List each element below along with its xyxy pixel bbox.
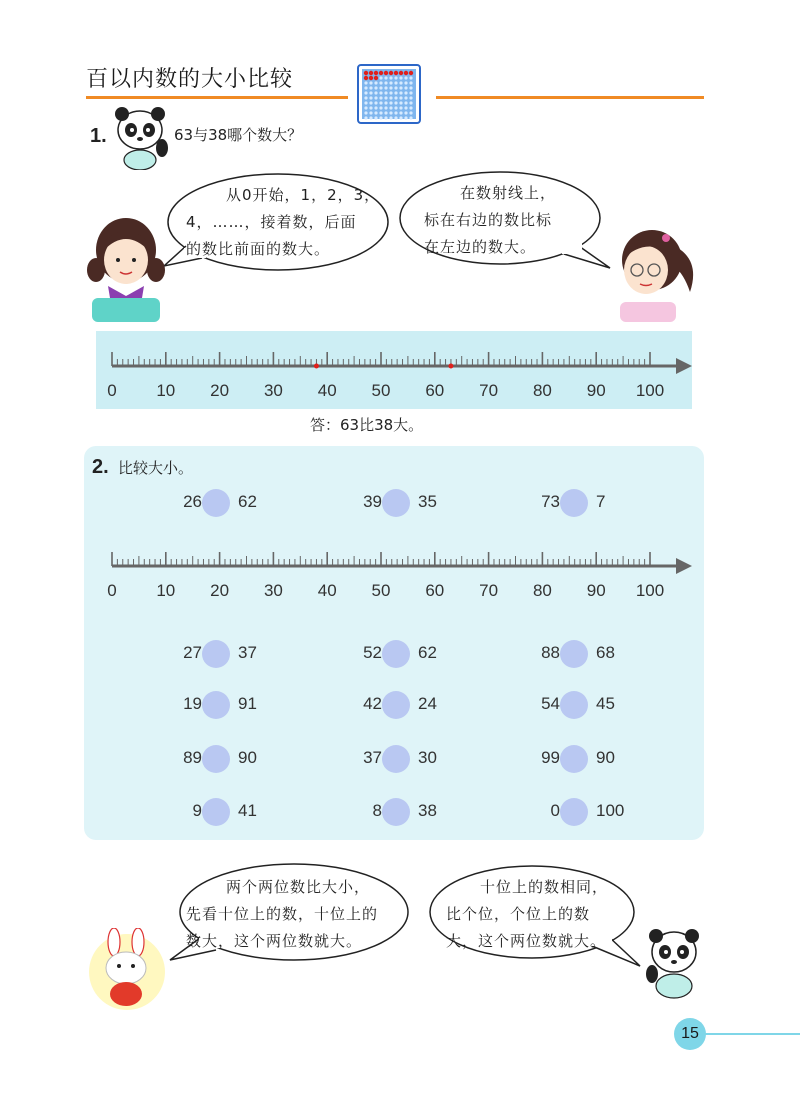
number-line-label: 100: [635, 581, 665, 600]
panda-icon: [108, 104, 172, 170]
tip-left-line-3: 数大，这个两位数就大。: [186, 932, 363, 950]
question-1-text: 63与38哪个数大？: [174, 126, 303, 144]
left-number: 9: [192, 801, 202, 820]
right-number: 45: [596, 694, 615, 713]
panda-bottom-icon: [640, 924, 704, 1000]
right-number: 37: [238, 643, 257, 662]
left-number: 52: [363, 643, 382, 662]
number-line-label: 60: [425, 581, 445, 600]
number-line-arrow: [676, 558, 692, 574]
number-line-label: 30: [263, 381, 283, 400]
answer-circle[interactable]: [202, 691, 230, 719]
right-number: 30: [418, 748, 437, 767]
comparison-item: [160, 745, 310, 775]
answer-circle[interactable]: [382, 489, 410, 517]
number-line-label: 70: [479, 381, 499, 400]
number-line-label: 10: [156, 381, 176, 400]
right-number: 41: [238, 801, 257, 820]
left-number: 37: [363, 748, 382, 767]
answer-circle[interactable]: [202, 489, 230, 517]
bubble-right-text: [424, 180, 604, 261]
marked-point: [448, 364, 453, 369]
page-number: 15: [674, 1018, 706, 1050]
page-title: 百以内数的大小比较: [86, 67, 294, 92]
answer-circle[interactable]: [560, 798, 588, 826]
answer-circle[interactable]: [560, 745, 588, 773]
title-rule-left: [86, 96, 348, 99]
comparison-item: [160, 798, 310, 828]
number-line-label: 70: [479, 581, 499, 600]
comparison-item: [518, 489, 668, 519]
bubble-left-line-3: 的数比前面的数大。: [186, 240, 331, 258]
tip-right-line-1: 十位上的数相同，: [480, 878, 609, 896]
answer-circle[interactable]: [202, 640, 230, 668]
left-number: 19: [183, 694, 202, 713]
number-line-label: 10: [156, 581, 176, 600]
tip-right-text: [446, 874, 642, 955]
answer-circle[interactable]: [560, 489, 588, 517]
answer-circle[interactable]: [202, 745, 230, 773]
left-number: 88: [541, 643, 560, 662]
bubble-right-line-3: 在左边的数大。: [424, 238, 537, 256]
comparison-item: [340, 745, 490, 775]
bubble-right-line-2: 标在右边的数比标: [424, 211, 553, 229]
comparison-item: [518, 798, 668, 828]
answer-circle[interactable]: [382, 640, 410, 668]
tip-right-line-3: 大，这个两位数就大。: [446, 932, 607, 950]
number-line-1: [96, 340, 696, 406]
question-1-answer: 答：63比38大。: [310, 416, 424, 434]
comparison-item: [340, 489, 490, 519]
page-number-rule: [704, 1033, 800, 1035]
answer-circle[interactable]: [382, 745, 410, 773]
question-2-number: 2.: [92, 456, 109, 478]
right-number: 90: [596, 748, 615, 767]
comparison-item: [518, 691, 668, 721]
right-number: 91: [238, 694, 257, 713]
number-line-2: [96, 540, 696, 606]
right-number: 62: [238, 492, 257, 511]
answer-circle[interactable]: [560, 640, 588, 668]
left-number: 8: [372, 801, 382, 820]
number-line-label: 40: [317, 381, 337, 400]
number-line-label: 40: [317, 581, 337, 600]
number-line-label: 100: [635, 381, 665, 400]
right-number: 62: [418, 643, 437, 662]
comparison-item: [160, 489, 310, 519]
tip-left-text: [186, 874, 410, 955]
number-line-label: 30: [263, 581, 283, 600]
tip-left-line-1: 两个两位数比大小，: [226, 878, 371, 896]
comparison-item: [340, 640, 490, 670]
bubble-left-line-1: 从0开始，1，2，3，: [226, 186, 381, 204]
number-line-label: 50: [371, 381, 391, 400]
left-number: 89: [183, 748, 202, 767]
number-line-arrow: [676, 358, 692, 374]
bubble-left-line-2: 4，……，接着数，后面: [186, 213, 357, 231]
number-line-label: 20: [210, 381, 230, 400]
question-2-instruction: 比较大小。: [118, 459, 194, 477]
comparison-item: [340, 691, 490, 721]
number-line-label: 80: [532, 381, 552, 400]
left-number: 26: [183, 492, 202, 511]
answer-circle[interactable]: [560, 691, 588, 719]
bubble-left-text: [186, 182, 386, 263]
right-number: 90: [238, 748, 257, 767]
number-line-label: 90: [586, 381, 606, 400]
answer-circle[interactable]: [202, 798, 230, 826]
tip-left-line-2: 先看十位上的数，十位上的: [186, 905, 379, 923]
tip-right-line-2: 比个位，个位上的数: [446, 905, 591, 923]
left-number: 0: [550, 801, 560, 820]
left-number: 27: [183, 643, 202, 662]
bubble-right-line-1: 在数射线上，: [460, 184, 557, 202]
number-line-label: 20: [210, 581, 230, 600]
girl-right-illustration: [604, 222, 700, 322]
hundred-chart-icon: [357, 64, 423, 126]
right-number: 35: [418, 492, 437, 511]
right-number: 7: [596, 492, 606, 511]
number-line-label: 0: [107, 581, 117, 600]
number-line-label: 90: [586, 581, 606, 600]
number-line-label: 60: [425, 381, 445, 400]
left-number: 99: [541, 748, 560, 767]
number-line-label: 50: [371, 581, 391, 600]
comparison-item: [340, 798, 490, 828]
title-rule-right: [436, 96, 704, 99]
right-number: 100: [596, 801, 625, 820]
right-number: 38: [418, 801, 437, 820]
answer-circle[interactable]: [382, 798, 410, 826]
comparison-item: [160, 640, 310, 670]
girl-left-illustration: [86, 210, 166, 322]
right-number: 24: [418, 694, 437, 713]
left-number: 39: [363, 492, 382, 511]
left-number: 42: [363, 694, 382, 713]
answer-circle[interactable]: [382, 691, 410, 719]
left-number: 54: [541, 694, 560, 713]
number-line-label: 0: [107, 381, 117, 400]
marked-point: [314, 364, 319, 369]
left-number: 73: [541, 492, 560, 511]
comparison-item: [518, 745, 668, 775]
number-line-label: 80: [532, 581, 552, 600]
right-number: 68: [596, 643, 615, 662]
comparison-item: [160, 691, 310, 721]
comparison-item: [518, 640, 668, 670]
question-1-number: 1.: [90, 125, 107, 147]
rabbit-illustration: [84, 928, 170, 1010]
